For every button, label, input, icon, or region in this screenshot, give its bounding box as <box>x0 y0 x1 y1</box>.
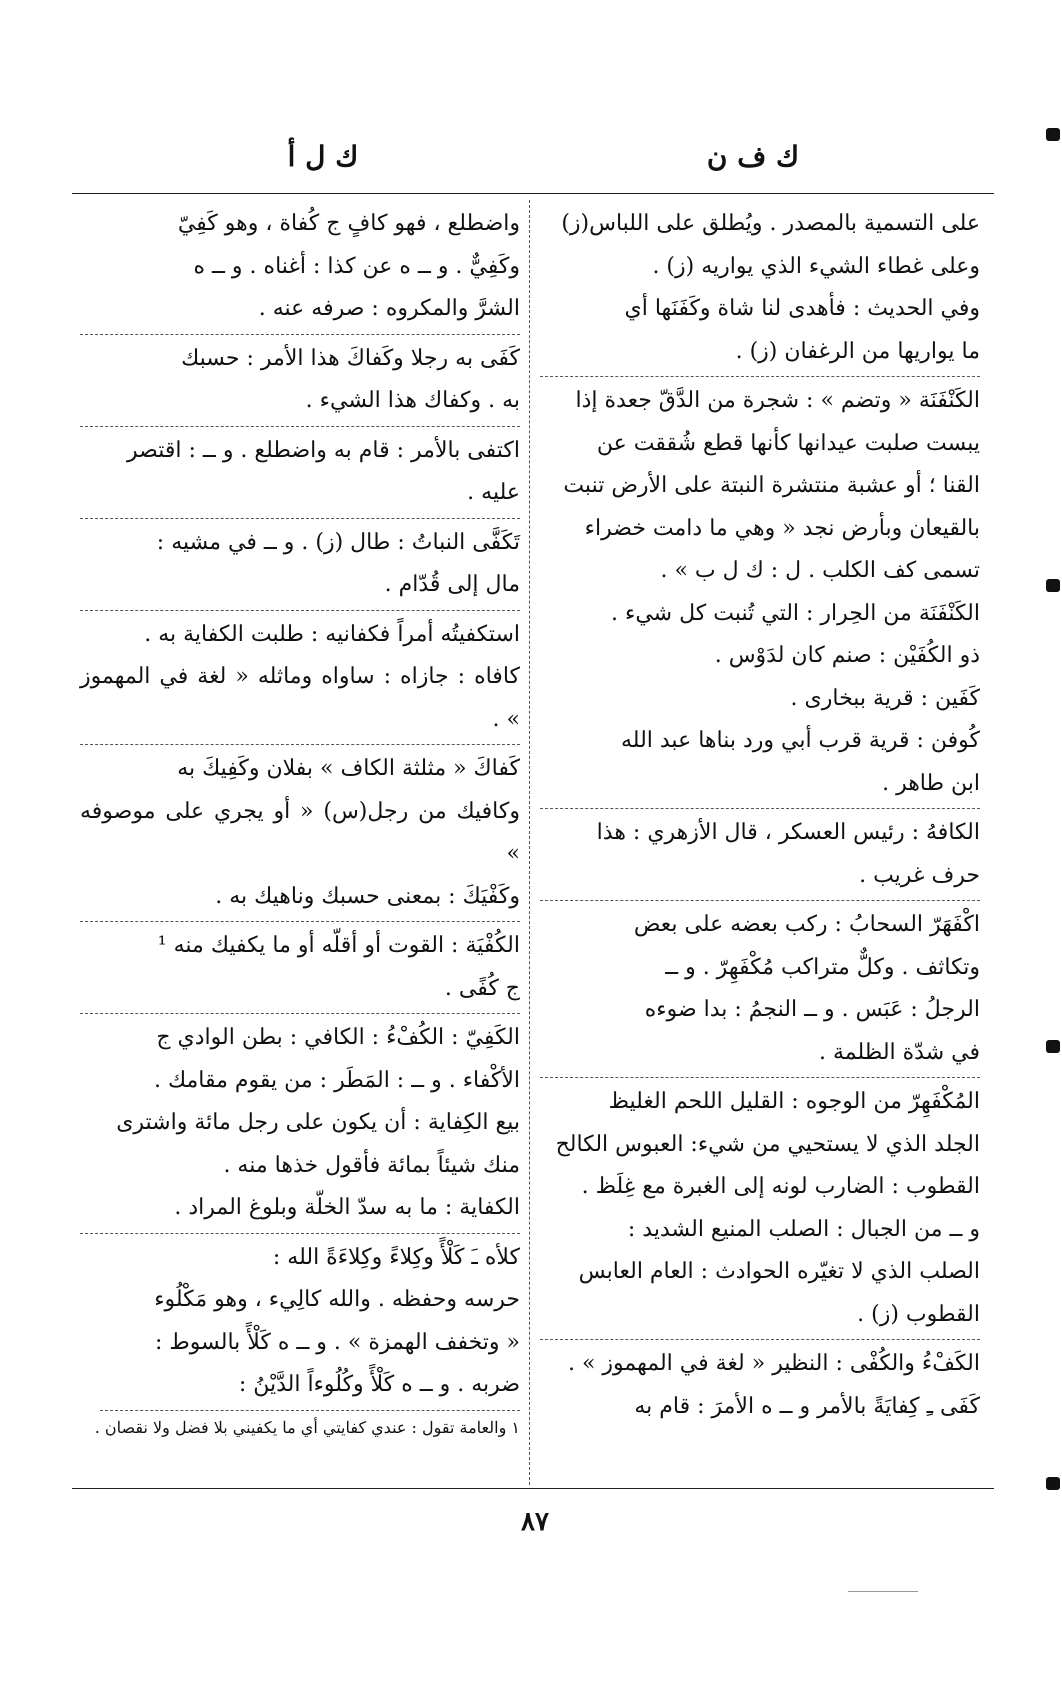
text-line: الصلب الذي لا تغيّره الحوادث : العام العابس <box>578 1259 980 1284</box>
text-line: يبست صلبت عيدانها كأنها قطع شُققت عن <box>596 430 980 456</box>
faint-line <box>848 1591 918 1592</box>
text-line: كُوفن : قرية قرب أبي ورد بناها عبد الله <box>621 728 980 753</box>
column-separator <box>529 200 530 1485</box>
text-line: كَفَين : قرية ببخارى . <box>790 685 980 711</box>
text-line: الأكْفاء . و ــ : المَطَر : من يقوم مقامك . <box>154 1067 520 1093</box>
text-line: ج كُفًى . <box>444 975 520 1001</box>
entry-divider <box>80 426 520 427</box>
right-column <box>540 203 980 1428</box>
entry-divider <box>80 744 520 745</box>
text-line: تسمى كف الكلب . ل : ك ل ب » . <box>660 558 980 583</box>
text-line: وعلى غطاء الشيء الذي يواريه (ز) . <box>652 253 980 279</box>
text-line: حرسه وحفظه . والله كالِيء ، وهو مَكْلُوء <box>154 1287 520 1312</box>
text-line: كَفاكَ « مثلثة الكاف » بفلان وكَفِيكَ به <box>177 756 520 781</box>
text-line: واضطلع ، فهو كافٍ ج كُفاة ، وهو كَفِيّ <box>177 211 520 236</box>
text-line: اكْفَهَرّ السحابُ : ركب بعضه على بعض <box>633 912 980 937</box>
page-number: ٨٧ <box>521 1507 549 1537</box>
edge-mark <box>1046 128 1060 141</box>
text-line: كَفَى ـِ كِفايَةً بالأمر و ــ ه الأمرَ : قام به <box>634 1393 980 1419</box>
entry-divider <box>540 1077 980 1078</box>
text-line: وفي الحديث : فأهدى لنا شاة وكَفَنَها أي <box>624 296 980 321</box>
text-line: الكَفْءُ والكُفْى : النظير « لغة في المهموز » . <box>567 1351 980 1376</box>
text-line: منك شيئاً بمائة فأقول خذها منه . <box>223 1152 520 1178</box>
text-line: على التسمية بالمصدر . ويُطلق على اللباس(ز) <box>561 211 980 236</box>
text-line: في شدّة الظلمة . <box>819 1039 980 1065</box>
entry-divider <box>540 376 980 377</box>
text-line: وكافيك من رجل(س) « أو يجري على موصوفه » <box>80 798 520 866</box>
footnote: ١ والعامة تقول : عندي كفايتي أي ما يكفيني بلا فضل ولا نقصان . <box>94 1417 520 1437</box>
text-line: القنا ؛ أو عشبة منتشرة النبتة على الأرض تنبت <box>563 473 980 498</box>
text-line: الرجلُ : عَبَس . و ــ النجمُ : بدا ضوءه <box>644 997 980 1022</box>
text-line: حرف غريب . <box>859 862 980 888</box>
top-rule <box>72 193 994 194</box>
entry-divider <box>80 518 520 519</box>
text-line: الكَنْفَنَة « وتضم » : شجرة من الدَّقّ جعدة إذا <box>575 388 980 413</box>
left-column <box>80 203 520 1442</box>
running-head-right: ك ف ن <box>706 140 800 173</box>
edge-mark <box>1046 579 1060 592</box>
text-line: اكتفى بالأمر : قام به واضطلع . و ــ : اقتصر <box>127 437 520 463</box>
entry-divider <box>80 921 520 922</box>
text-line: الجلد الذي لا يستحيي من شيء: العبوس الكالح <box>555 1131 980 1157</box>
entry-divider <box>80 1013 520 1014</box>
bottom-rule <box>72 1488 994 1489</box>
running-head-left: ك ل أ <box>287 140 359 173</box>
text-line: كَفَى به رجلا وكَفاكَ هذا الأمر : حسبك <box>181 345 520 371</box>
text-line: ضربه . و ــ ه كَلْأً وكُلُوءاً الدَّيْنُ : <box>238 1372 520 1397</box>
text-line: الكَنْفَنَة من الحِرار : التي تُنبت كل شيء . <box>611 600 980 626</box>
text-line: و ــ من الجبال : الصلب المنيع الشديد : <box>627 1216 980 1242</box>
text-line: وكَفْيَكَ : بمعنى حسبك وناهيك به . <box>215 883 520 909</box>
text-line: كلأه ـَ كَلْأً وكِلاءً وكِلاءَةً الله : <box>272 1244 520 1270</box>
entry-divider <box>80 610 520 611</box>
text-line: تَكَفَّى النباتُ : طال (ز) . و ــ في مشيه : <box>156 529 520 555</box>
text-line: « وتخفف الهمزة » . و ــ ه كَلْأً بالسوط : <box>155 1329 520 1355</box>
text-line: المُكْفَهِرّ من الوجوه : القليل اللحم الغليظ <box>608 1089 980 1114</box>
footnote-rule <box>100 1410 520 1411</box>
text-line: الكَفِيّ : الكُفْءُ : الكافي : بطن الوادي ج <box>156 1025 520 1050</box>
text-line: كافاه : جازاه : ساواه وماثله « لغة في المهموز » . <box>80 664 520 732</box>
text-line: بيع الكِفاية : أن يكون على رجل مائة واشترى <box>116 1110 520 1135</box>
text-line: الكافهُ : رئيس العسكر ، قال الأزهري : هذا <box>596 820 980 845</box>
text-line: وكَفِيٌّ . و ــ ه عن كذا : أغناه . و ــ ه <box>193 253 520 279</box>
text-line: الكفاية : ما به سدّ الخلّة وبلوغ المراد . <box>174 1195 520 1220</box>
entry-divider <box>540 900 980 901</box>
entry-divider <box>80 1233 520 1234</box>
text-line: القطوب (ز) . <box>857 1301 980 1327</box>
text-line: ذو الكُفَيْن : صنم كان لدَوْس . <box>714 643 980 668</box>
entry-divider <box>80 334 520 335</box>
entry-divider <box>540 808 980 809</box>
text-line: ابن طاهر . <box>882 770 980 796</box>
text-line: مال إلى قُدّام . <box>384 572 520 597</box>
text-line: وتكاثف . وكلٌّ متراكب مُكْفَهِرّ . و ــ <box>665 954 980 980</box>
text-line: القطوب : الضارب لونه إلى الغبرة مع غِلَظ . <box>581 1174 980 1199</box>
text-line: استكفيتُه أمراً فكفانيه : طلبت الكفاية به . <box>144 621 520 647</box>
text-line: عليه . <box>467 480 520 505</box>
edge-mark <box>1046 1040 1060 1053</box>
text-line: الشرَّ والمكروه : صرفه عنه . <box>258 296 520 321</box>
text-line: ما يواريها من الرغفان (ز) . <box>735 338 980 364</box>
text-line: الكُفْيَة : القوت أو أقلّه أو ما يكفيك منه ¹ <box>157 933 520 958</box>
text-line: به . وكفاك هذا الشيء . <box>305 388 520 413</box>
edge-mark <box>1046 1477 1060 1490</box>
text-line: بالقيعان وبأرض نجد « وهي ما دامت خضراء <box>584 515 980 541</box>
entry-divider <box>540 1339 980 1340</box>
